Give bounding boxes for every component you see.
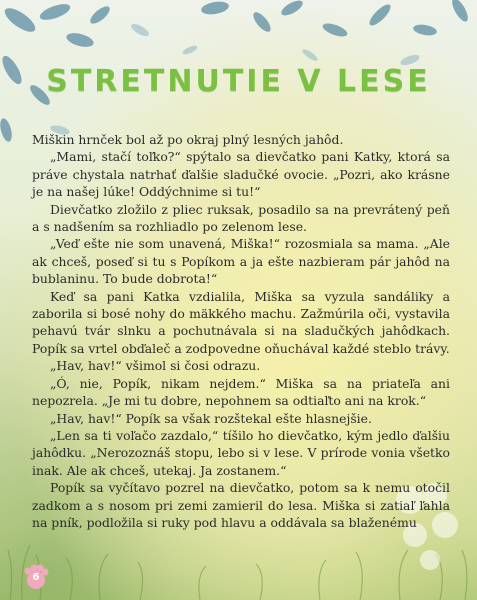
page-number: 6 (32, 572, 40, 583)
paragraph: Dievčatko zložilo z pliec ruksak, posadilo sa na prevrátený peň a s nadšením sa rozhliadlo po zelenom lese. (32, 201, 450, 235)
page-title: STRETNUTIE V LESE (46, 64, 431, 99)
paragraph: „Hav, hav!“ Popík sa však rozštekal ešte hlasnejšie. (50, 410, 372, 426)
story-text (32, 131, 450, 531)
paragraph: „Ó, nie, Popík, nikam nejdem.“ Miška sa na priateľa ani nepozrela. „Je mi tu dobre, nepohnem sa odtiaľto ani na krok.“ (32, 375, 450, 409)
paragraph: „Veď ešte nie som unavená, Miška!“ rozosmiala sa mama. „Ale ak chceš, poseď si tu s Popíkom a ja ešte nazbieram pár jahôd na bublaninu. To bude dobrota!“ (32, 236, 450, 287)
paragraph: Miškin hrnček bol až po okraj plný lesných jahôd. (32, 132, 344, 147)
paragraph: „Mami, stačí toľko?“ spýtalo sa dievčatko pani Katky, ktorá sa práve chystala natrhať ďalšie sladučké ovocie. „Pozri, ako krásne je na našej lúke! Oddýchnime si tu!“ (32, 149, 450, 200)
paragraph: Keď sa pani Katka vzdialila, Miška sa vyzula sandáliky a zaborila si bosé nohy do mäkkého machu. Zažmúrila oči, vystavila pehavú tvár slnku a pochutnávala si na sladučkých jahôdkach. Popík sa vrtel obďaleč a zodpovedne oňuchával každé steblo trávy. (32, 288, 450, 356)
paragraph: „Hav, hav!“ všimol si čosi odrazu. (50, 358, 261, 374)
paragraph: „Len sa ti voľačo zazdalo,“ tíšilo ho dievčatko, kým jedlo ďalšiu jahôdku. „Nerozoznáš stopu, lebo si v lese. V prírode vonia všetko inak. Ale ak chceš, utekaj. Ja zostanem.“ (32, 427, 450, 478)
paragraph: Popík sa vyčítavo pozrel na dievčatko, potom sa k nemu otočil zadkom a s nosom pri zemi zamieril do lesa. Miška si zatiaľ ľahla na pník, podložila si ruky pod hlavu a oddávala sa blaženému (32, 480, 450, 530)
